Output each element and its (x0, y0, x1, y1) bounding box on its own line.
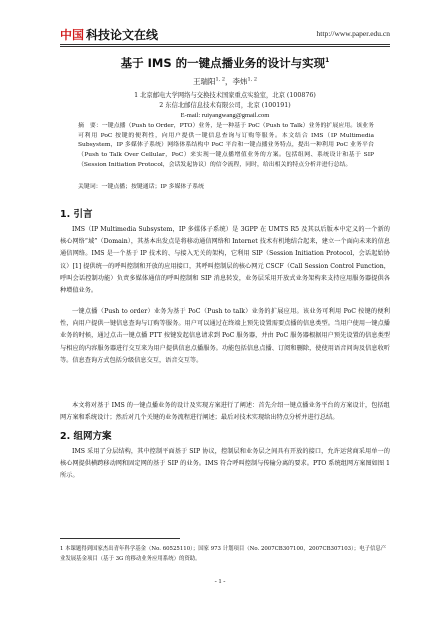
journal-header (60, 26, 390, 42)
section-heading-intro: 1. 引言 (60, 209, 93, 220)
page-number: - 1 - (214, 578, 226, 585)
network-paragraph-1: IMS 采用了分层结构，其中控制平面基于 SIP 协议，控制层和业务层之间具有开放的接口，允许运营商采用单一的核心网提供横跨移动网和固定网的基于 SIP 的业务。IMS 符合呼叫控制与传输分离的要求。PTO 系统组网方案图如图 1 所示。 (60, 448, 390, 480)
author-2-aff: 1, 2 (247, 76, 258, 83)
title-text: 基于 IMS 的一键点播业务的设计与实现 (120, 56, 326, 70)
footnote-rule (60, 538, 180, 539)
intro-paragraph-1: IMS（IP Multimedia Subsystem，IP 多媒体子系统）是 3GPP 在 UMTS R5 及其以后版本中定义的一个新的核心网络“域”（Domain），其基本出发点是将移动通信网络和 Internet 技术有机地结合起来，建立一个面向未来的信息通信网络。IMS 是一个基于 IP 技术的、与接入无关的架构，它利用 SIP（Session Initiation Protocol，会话起始协议）[1] 提供统一的呼叫控制和开放的应用接口，其呼叫控制层的核心网元 CSCF（Call Session Control Function，呼叫会话控制功能）负责多媒体通信的呼叫控制和 SIP 消息转发，业务层采用开放式业务架构来支持应用服务器提供各种增值业务。 (60, 226, 390, 295)
author-separator: ， (225, 77, 233, 86)
keywords: 关键词：一键点播；按键通话；IP 多媒体子系统 (78, 184, 204, 190)
footnote: 1 本课题得到国家杰出青年科学基金（No. 60525110）；国家 973 计划项目（No. 2007CB307100，2007CB307103）；电子信息产业发展基金项目（基于 3G 的移动业务应用系统）的资助。 (60, 546, 387, 562)
author-line (60, 76, 390, 87)
journal-url[interactable]: http://www.paper.edu.cn (316, 29, 390, 38)
header-rule-bottom (60, 46, 390, 47)
affiliation-2: 2 东信北邮信息技术有限公司，北京 (100191) (159, 102, 291, 109)
section-heading-network: 2. 组网方案 (60, 431, 112, 442)
abstract: 摘 要：一键点播（Push to Order，PTO）业务，是一种基于 PoC（Push to Talk）业务的扩展应用。该业务可利用 PoC 按键的便利性，向用户提供一键信息查询与订购等服务。本文结合 IMS（IP Multimedia Subsystem，IP 多媒体子系统）网络体系结构中 PoC 平台和一键点播业务特点，提出一种利用 PoC 业务平台（Push to Talk Over Cellular，PoC）来实现一键点播增值业务的方案。包括组网、系统设计和基于 SIP（Session Initiation Protocol，会话发起协议）的信令流程，同时，给出相关的特点分析并进行总结。 (78, 123, 374, 168)
author-2: 李炜 (232, 77, 248, 86)
author-1-aff: 1, 2 (215, 76, 225, 83)
title-footnote-mark: 1 (325, 57, 330, 65)
affiliation-1: 1 北京邮电大学网络与交换技术国家重点实验室，北京 (100876) (134, 92, 316, 99)
logo-title-text: 科技论文在线 (86, 27, 159, 42)
header-rule-top (60, 44, 390, 45)
author-email[interactable]: E-mail: ruiyangwang@gmail.com (180, 112, 270, 119)
intro-paragraph-3: 本文将对基于 IMS 的一键点播业务的设计及实现方案进行了阐述：首先介绍一键点播业务平台的方案设计，包括组网方案和系统设计；然后对几个关键的业务流程进行阐述；最后对技术实现给出特点分析并进行总结。 (60, 402, 390, 422)
journal-logo (60, 26, 158, 42)
intro-paragraph-2: 一键点播（Push to order）业务为基于 PoC（Push to talk）业务的扩展应用。该业务可利用 PoC 按键的便利性，向用户提供一键信息查询与订购等服务。用户可以通过在终端上预先设置需要点播的信息类型。当用户使用一键点播业务的时候，通过点击一键点播 PTT 按键发起信息请求到 PoC 服务器，并由 PoC 服务器根据用户预先设置的信息类型与相应的内容服务器进行交互来为用户提供信息点播服务。功能包括信息点播、订阅和删除，使使用语音问询及信息收听等。信息查询方式包括分级信息交互，语音交互等。 (60, 308, 390, 364)
paper-title (60, 55, 390, 71)
author-1: 王瑞阳 (192, 77, 216, 86)
logo-cn-text: 中国 (60, 27, 85, 42)
